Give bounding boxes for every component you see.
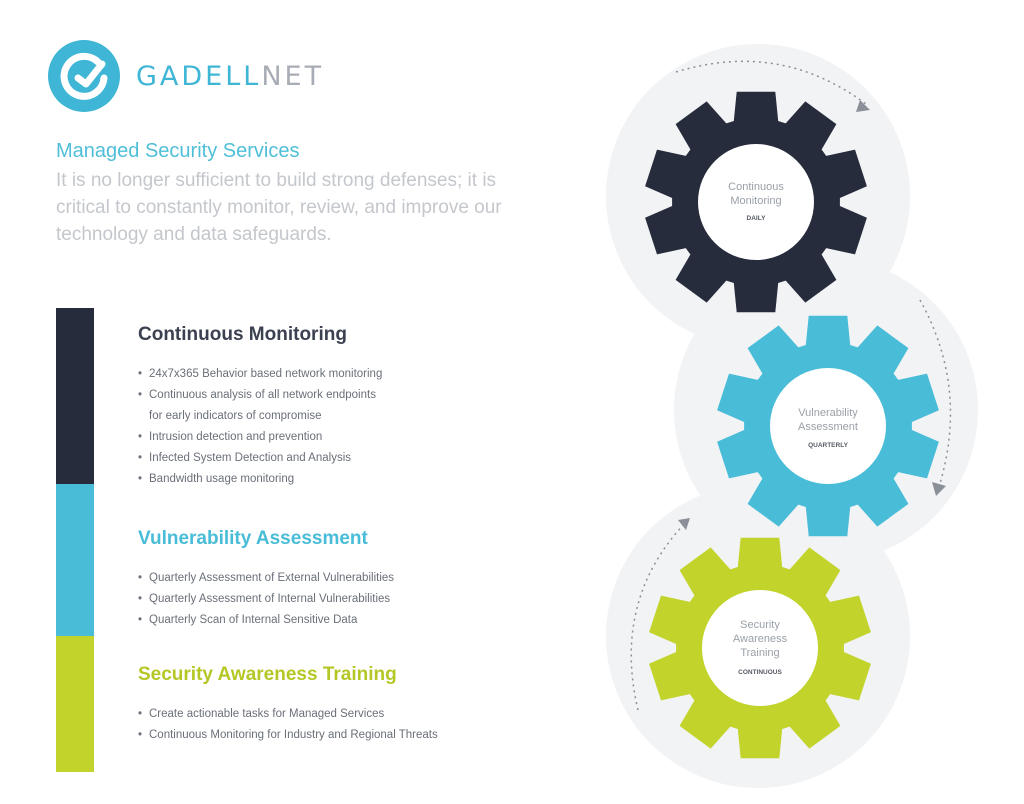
list-item: for early indicators of compromise — [149, 410, 322, 422]
section-points — [138, 568, 578, 631]
colorbar-monitoring — [56, 308, 94, 484]
colorbar-training — [56, 636, 94, 772]
gear-3-label-line1: Security — [740, 619, 780, 631]
section-vulnerability-assessment — [138, 528, 578, 631]
intro-title: Managed Security Services — [56, 140, 300, 162]
gear-3-tag: CONTINUOUS — [738, 669, 782, 676]
gear-3-label-line3: Training — [740, 647, 780, 659]
brand-name-part1: GADELL — [136, 60, 262, 92]
gear-1-label-line2: Monitoring — [730, 195, 782, 207]
brand-name — [136, 61, 324, 92]
section-title: Security Awareness Training — [138, 664, 397, 685]
gears-diagram — [590, 20, 1010, 800]
gear-1-label-line1: Continuous — [728, 181, 784, 193]
intro-body: It is no longer sufficient to build strong defenses; it is critical to constantly monitor, review, and improve our technology and data safeguards. — [56, 170, 502, 245]
section-continuous-monitoring — [138, 324, 578, 490]
list-item: • Quarterly Assessment of External Vulnerabilities — [138, 568, 578, 589]
list-item: • Continuous Monitoring for Industry and Regional Threats — [138, 725, 578, 746]
list-item: • Intrusion detection and prevention — [138, 427, 578, 448]
gear-2-label-line2: Assessment — [798, 421, 858, 433]
section-title: Vulnerability Assessment — [138, 528, 368, 549]
section-points — [138, 364, 578, 490]
gadellnet-logo-icon — [48, 40, 120, 112]
brand-name-part2: NET — [261, 60, 325, 92]
section-title: Continuous Monitoring — [138, 324, 347, 345]
list-item: • Create actionable tasks for Managed Services — [138, 704, 578, 725]
list-item: • Quarterly Assessment of Internal Vulnerabilities — [138, 589, 578, 610]
gear-2-label-line1: Vulnerability — [798, 407, 858, 419]
intro — [56, 140, 536, 248]
list-item: • Bandwidth usage monitoring — [138, 469, 578, 490]
list-item: • Quarterly Scan of Internal Sensitive Data — [138, 610, 578, 631]
section-points — [138, 704, 578, 746]
gear-2-tag: QUARTERLY — [808, 442, 848, 449]
section-security-awareness-training — [138, 664, 578, 746]
gear-1-tag: DAILY — [746, 215, 766, 222]
list-item: • Continuous analysis of all network endpoints — [138, 385, 578, 406]
gear-3-label-line2: Awareness — [732, 633, 788, 645]
list-item: • 24x7x365 Behavior based network monitoring — [138, 364, 578, 385]
colorbar-assessment — [56, 484, 94, 636]
brand-logo — [48, 40, 324, 112]
list-item: • Infected System Detection and Analysis — [138, 448, 578, 469]
